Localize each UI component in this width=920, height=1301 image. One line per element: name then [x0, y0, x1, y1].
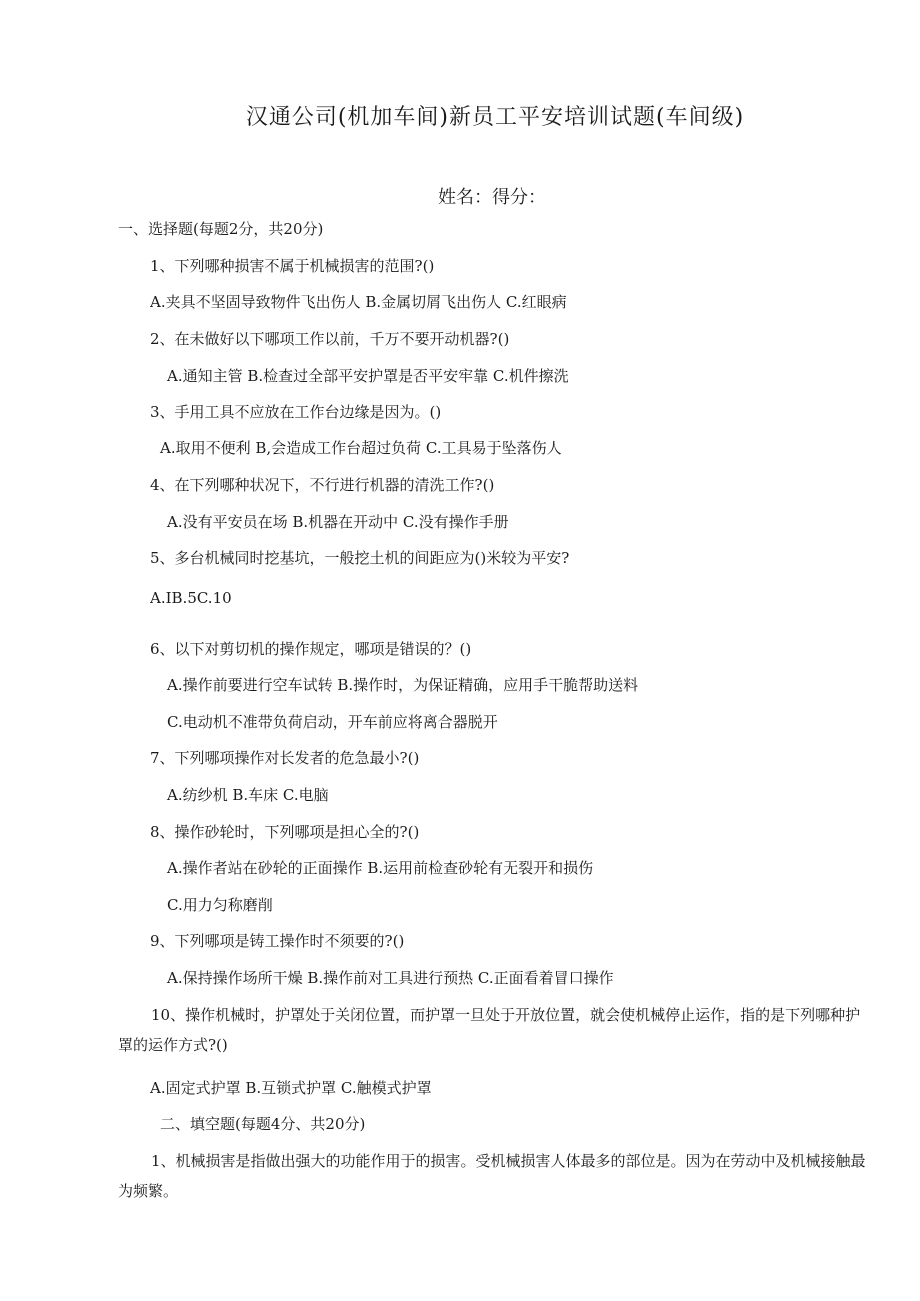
page-title: 汉通公司(机加车间)新员工平安培训试题(车间级) [245, 105, 745, 130]
question-text: 6、以下对剪切机的操作规定，哪项是错误的？() [150, 640, 472, 658]
question-text: 4、在下列哪种状况下，不行进行机器的清洗工作?() [150, 476, 495, 494]
question-options: A.操作者站在砂轮的正面操作 B.运用前检查砂轮有无裂开和损伤 [167, 859, 594, 877]
question-text: 1、下列哪种损害不属于机械损害的范围?() [150, 257, 435, 275]
question-text: 9、下列哪项是铸工操作时不须要的?() [150, 932, 405, 950]
question-options: C.用力匀称磨削 [167, 896, 273, 914]
question-text: 3、手用工具不应放在工作台边缘是因为。() [150, 403, 442, 421]
question-options: A.没有平安员在场 B.机器在开动中 C.没有操作手册 [167, 513, 509, 531]
question-options: C.电动机不准带负荷启动，开车前应将离合器脱开 [167, 713, 498, 731]
question-options: A.纺纱机 B.车床 C.电脑 [167, 786, 329, 804]
question-text: 1、机械损害是指做出强大的功能作用于的损害。受机械损害人体最多的部位是。因为在劳动中及机械接触最为频繁。 [118, 1152, 866, 1200]
question-text: 8、操作砂轮时，下列哪项是担心全的?() [150, 823, 420, 841]
question-options: A.夹具不坚固导致物件飞出伤人 B.金属切屑飞出伤人 C.红眼病 [150, 293, 567, 311]
question-options: A.操作前要进行空车试转 B.操作时，为保证精确，应用手干脆帮助送料 [167, 676, 639, 694]
name-score-line: 姓名：得分： [438, 187, 546, 208]
question-text: 10、操作机械时，护罩处于关闭位置，而护罩一旦处于开放位置，就会使机械停止运作，指的是下列哪种护罩的运作方式?() [118, 1006, 861, 1054]
question-options: A.取用不便利 B,会造成工作台超过负荷 C.工具易于坠落伤人 [160, 439, 562, 457]
question-options: A.固定式护罩 B.互锁式护罩 C.触模式护罩 [150, 1079, 432, 1097]
question-options: A.保持操作场所干燥 B.操作前对工具进行预热 C.正面看着冒口操作 [167, 969, 614, 987]
question-text: 2、在未做好以下哪项工作以前，千万不要开动机器?() [150, 330, 510, 348]
section-heading: 二、填空题(每题4分、共20分) [160, 1115, 366, 1133]
section-heading: 一、选择题(每题2分，共20分) [118, 220, 324, 238]
question-text: 5、多台机械同时挖基坑，一般挖土机的间距应为()米较为平安? [150, 549, 570, 567]
question-options: A.通知主管 B.检查过全部平安护罩是否平安牢靠 C.机件擦洗 [167, 367, 569, 385]
question-text: 7、下列哪项操作对长发者的危急最小?() [150, 749, 420, 767]
question-options: A.IB.5C.10 [150, 589, 232, 607]
